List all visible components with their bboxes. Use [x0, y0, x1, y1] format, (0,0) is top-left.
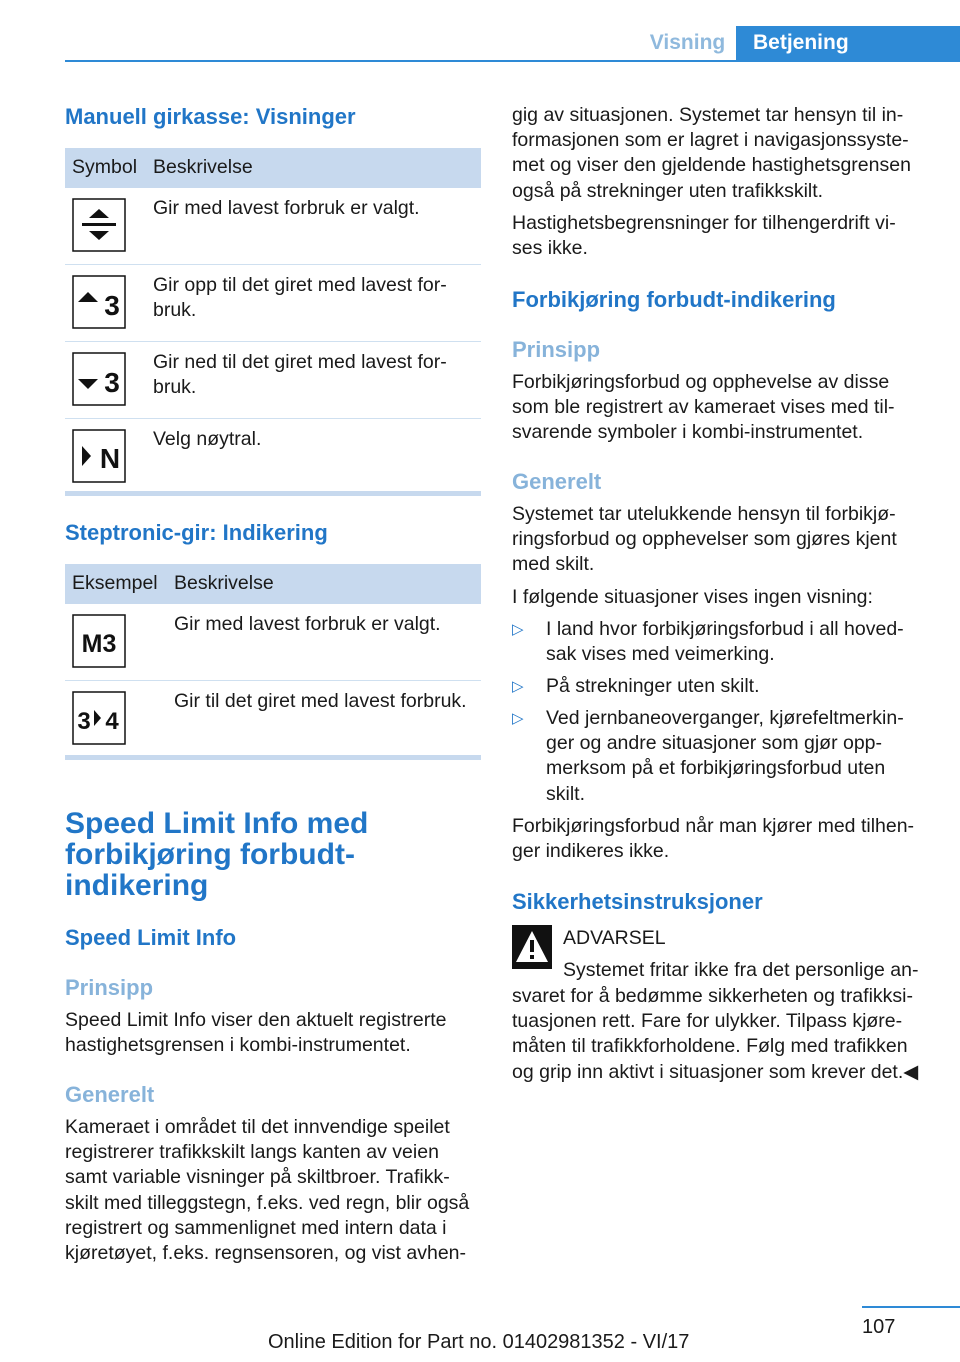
warning-text: svaret for å bedømme sikkerheten og trafikksi- tuasjonen rett. Fare for ulykker. Tilpass kjøre- måten til trafikkforholdene. Følg med trafikken og grip inn aktivt i situasjoner som krever det.◀ [512, 985, 919, 1083]
list-item-text: På strekninger uten skilt. [546, 675, 760, 697]
col-description: Beskrivelse [153, 156, 253, 178]
subsection-title-safety: Sikkerhetsinstruksjoner [512, 889, 763, 914]
section-title-manual-gearbox: Manuell girkasse: Visninger [65, 104, 356, 129]
row-description: Gir ned til det giret med lavest for- bruk. [153, 351, 447, 399]
gear-to-digit: 4 [105, 708, 119, 735]
paragraph-generelt: Kameraet i området til det innvendige speilet registrerer trafikkskilt langs kanten av veien samt variable visninger på skiltbroer. Trafikk- skilt med tilleggstegn, f.eks. ved regn, blir også registrert og sammenlignet med intern data i kjøretøyet, f.eks. regnsensoren, og vist avhen- [65, 1116, 470, 1265]
table-row [65, 188, 481, 265]
gear-down-3-icon [72, 352, 126, 406]
heading-generelt: Generelt [512, 469, 602, 494]
warning-text-first-line: Systemet fritar ikke fra det personlige an- [563, 959, 919, 981]
bullet-marker: ▷ [512, 678, 524, 695]
page-number: 107 [862, 1316, 896, 1338]
footer-edition: Online Edition for Part no. 01402981352 - VI/17 [268, 1331, 690, 1353]
section-title-steptronic: Steptronic-gir: Indikering [65, 520, 328, 545]
table-row [65, 265, 481, 342]
bullet-marker: ▷ [512, 710, 524, 727]
row-description: Velg nøytral. [153, 428, 262, 450]
chapter-title: Speed Limit Info med forbikjøring forbudt- indikering [65, 807, 369, 902]
gear-optimal-icon [72, 198, 126, 252]
row-description: Gir med lavest forbruk er valgt. [153, 197, 420, 219]
col-symbol: Symbol [72, 156, 138, 178]
table-row [65, 681, 481, 757]
col-description: Beskrivelse [174, 572, 274, 594]
tab-visning[interactable]: Visning [649, 31, 726, 54]
tab-betjening[interactable]: Betjening [736, 26, 960, 62]
table-end-rule [65, 491, 481, 496]
gear-up-3-icon [72, 275, 126, 329]
list-item-text: I land hvor forbikjøringsforbud i all hoved- sak vises med veimerking. [546, 618, 904, 666]
gear-digit: 3 [104, 367, 120, 398]
col-example: Eksempel [72, 572, 158, 594]
shift-3-to-4-icon [72, 691, 126, 745]
bullet-marker: ▷ [512, 621, 524, 638]
header-rule [65, 60, 960, 62]
paragraph-trailer: Hastighetsbegrensninger for tilhengerdrift vi- ses ikke. [512, 212, 896, 260]
heading-generelt: Generelt [65, 1082, 155, 1107]
heading-prinsipp: Prinsipp [512, 337, 601, 362]
paragraph-trailer-overtaking: Forbikjøringsforbud når man kjører med tilhen- ger indikeres ikke. [512, 815, 915, 863]
table-row [65, 419, 481, 495]
table-steptronic [65, 564, 481, 757]
paragraph-continued: gig av situasjonen. Systemet tar hensyn til in- formasjonen som er lagret i navigasjonssyste- met og viser den gjeldende hastighetsgrensen også på strekninger uten trafikkskilt. [512, 104, 911, 202]
row-description: Gir med lavest forbruk er valgt. [174, 613, 441, 635]
warning-icon [512, 925, 552, 969]
gear-from-digit: 3 [77, 708, 91, 735]
table-end-rule [65, 755, 481, 760]
heading-prinsipp: Prinsipp [65, 975, 154, 1000]
m3-icon [72, 614, 126, 668]
table-row [65, 342, 481, 419]
paragraph-prinsipp: Speed Limit Info viser den aktuelt registrerte hastighetsgrensen i kombi-instrumentet. [65, 1009, 447, 1057]
paragraph-generelt: Systemet tar utelukkende hensyn til forbikjø- ringsforbud og opphevelser som gjøres kjent med skilt. [512, 503, 897, 576]
gear-label: M3 [81, 630, 117, 658]
table-header [65, 148, 481, 188]
list-item-text: Ved jernbaneoverganger, kjørefeltmerkin- ger og andre situasjoner som gjør opp- merksom på et forbikjøringsforbud uten skilt. [546, 707, 904, 805]
footer-rule [862, 1306, 960, 1308]
gear-letter: N [99, 443, 121, 474]
table-row [65, 604, 481, 681]
paragraph-situations: I følgende situasjoner vises ingen visning: [512, 586, 873, 608]
gear-digit: 3 [104, 290, 120, 321]
table-header [65, 564, 481, 604]
subsection-title-no-overtaking: Forbikjøring forbudt-indikering [512, 287, 836, 312]
table-manual-gearbox [65, 148, 481, 495]
row-description: Gir til det giret med lavest forbruk. [174, 690, 467, 712]
subsection-title-speed-limit-info: Speed Limit Info [65, 925, 237, 950]
row-description: Gir opp til det giret med lavest for- bruk. [153, 274, 447, 322]
paragraph-prinsipp: Forbikjøringsforbud og opphevelse av disse som ble registrert av kameraet vises med til- svarende symboler i kombi-instrumentet. [512, 371, 895, 444]
neutral-n-icon [72, 429, 126, 483]
warning-label: ADVARSEL [563, 927, 666, 949]
